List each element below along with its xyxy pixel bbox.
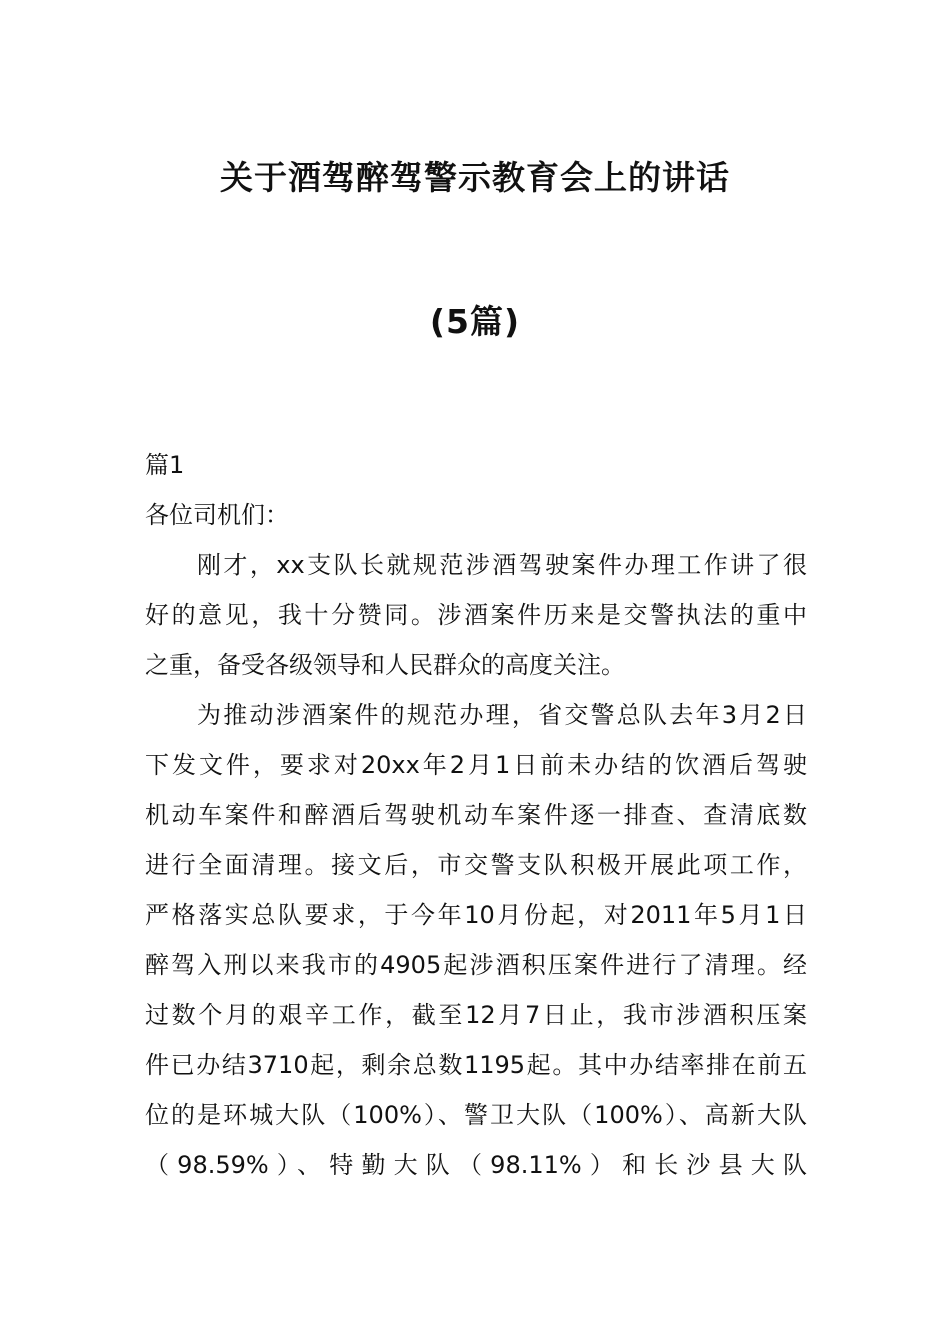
paragraph-line: 醉驾入刑以来我市的4905起涉酒积压案件进行了清理。经 [145,951,807,979]
document-subtitle: (5篇) [429,302,521,341]
paragraph-line: 严格落实总队要求，于今年10月份起，对2011年5月1日 [145,901,807,929]
paragraph-line: 刚才，xx支队长就规范涉酒驾驶案件办理工作讲了很 [197,551,807,579]
paragraph-line: 为推动涉酒案件的规范办理，省交警总队去年3月2日 [197,701,807,729]
paragraph-line: 好的意见，我十分赞同。涉酒案件历来是交警执法的重中 [145,601,807,629]
salutation: 各位司机们： [145,501,289,529]
paragraph-line: 过数个月的艰辛工作，截至12月7日止，我市涉酒积压案 [145,1001,807,1029]
paragraph-line: 之重，备受各级领导和人民群众的高度关注。 [145,651,625,679]
paragraph-line: 件已办结3710起，剩余总数1195起。其中办结率排在前五 [145,1051,807,1079]
paragraph-line: （98.59%）、特勤大队（98.11%）和长沙县大队 [145,1151,807,1179]
paragraph-line: 位的是环城大队（100%）、警卫大队（100%）、高新大队 [145,1101,807,1129]
paragraph-line: 下发文件，要求对20xx年2月1日前未办结的饮酒后驾驶 [145,751,807,779]
document-body [145,440,807,1190]
section-label: 篇1 [145,451,185,479]
paragraph-line: 进行全面清理。接文后，市交警支队积极开展此项工作， [145,851,807,879]
paragraph-line: 机动车案件和醉酒后驾驶机动车案件逐一排查、查清底数 [145,801,807,829]
document-title: 关于酒驾醉驾警示教育会上的讲话 [220,158,730,197]
